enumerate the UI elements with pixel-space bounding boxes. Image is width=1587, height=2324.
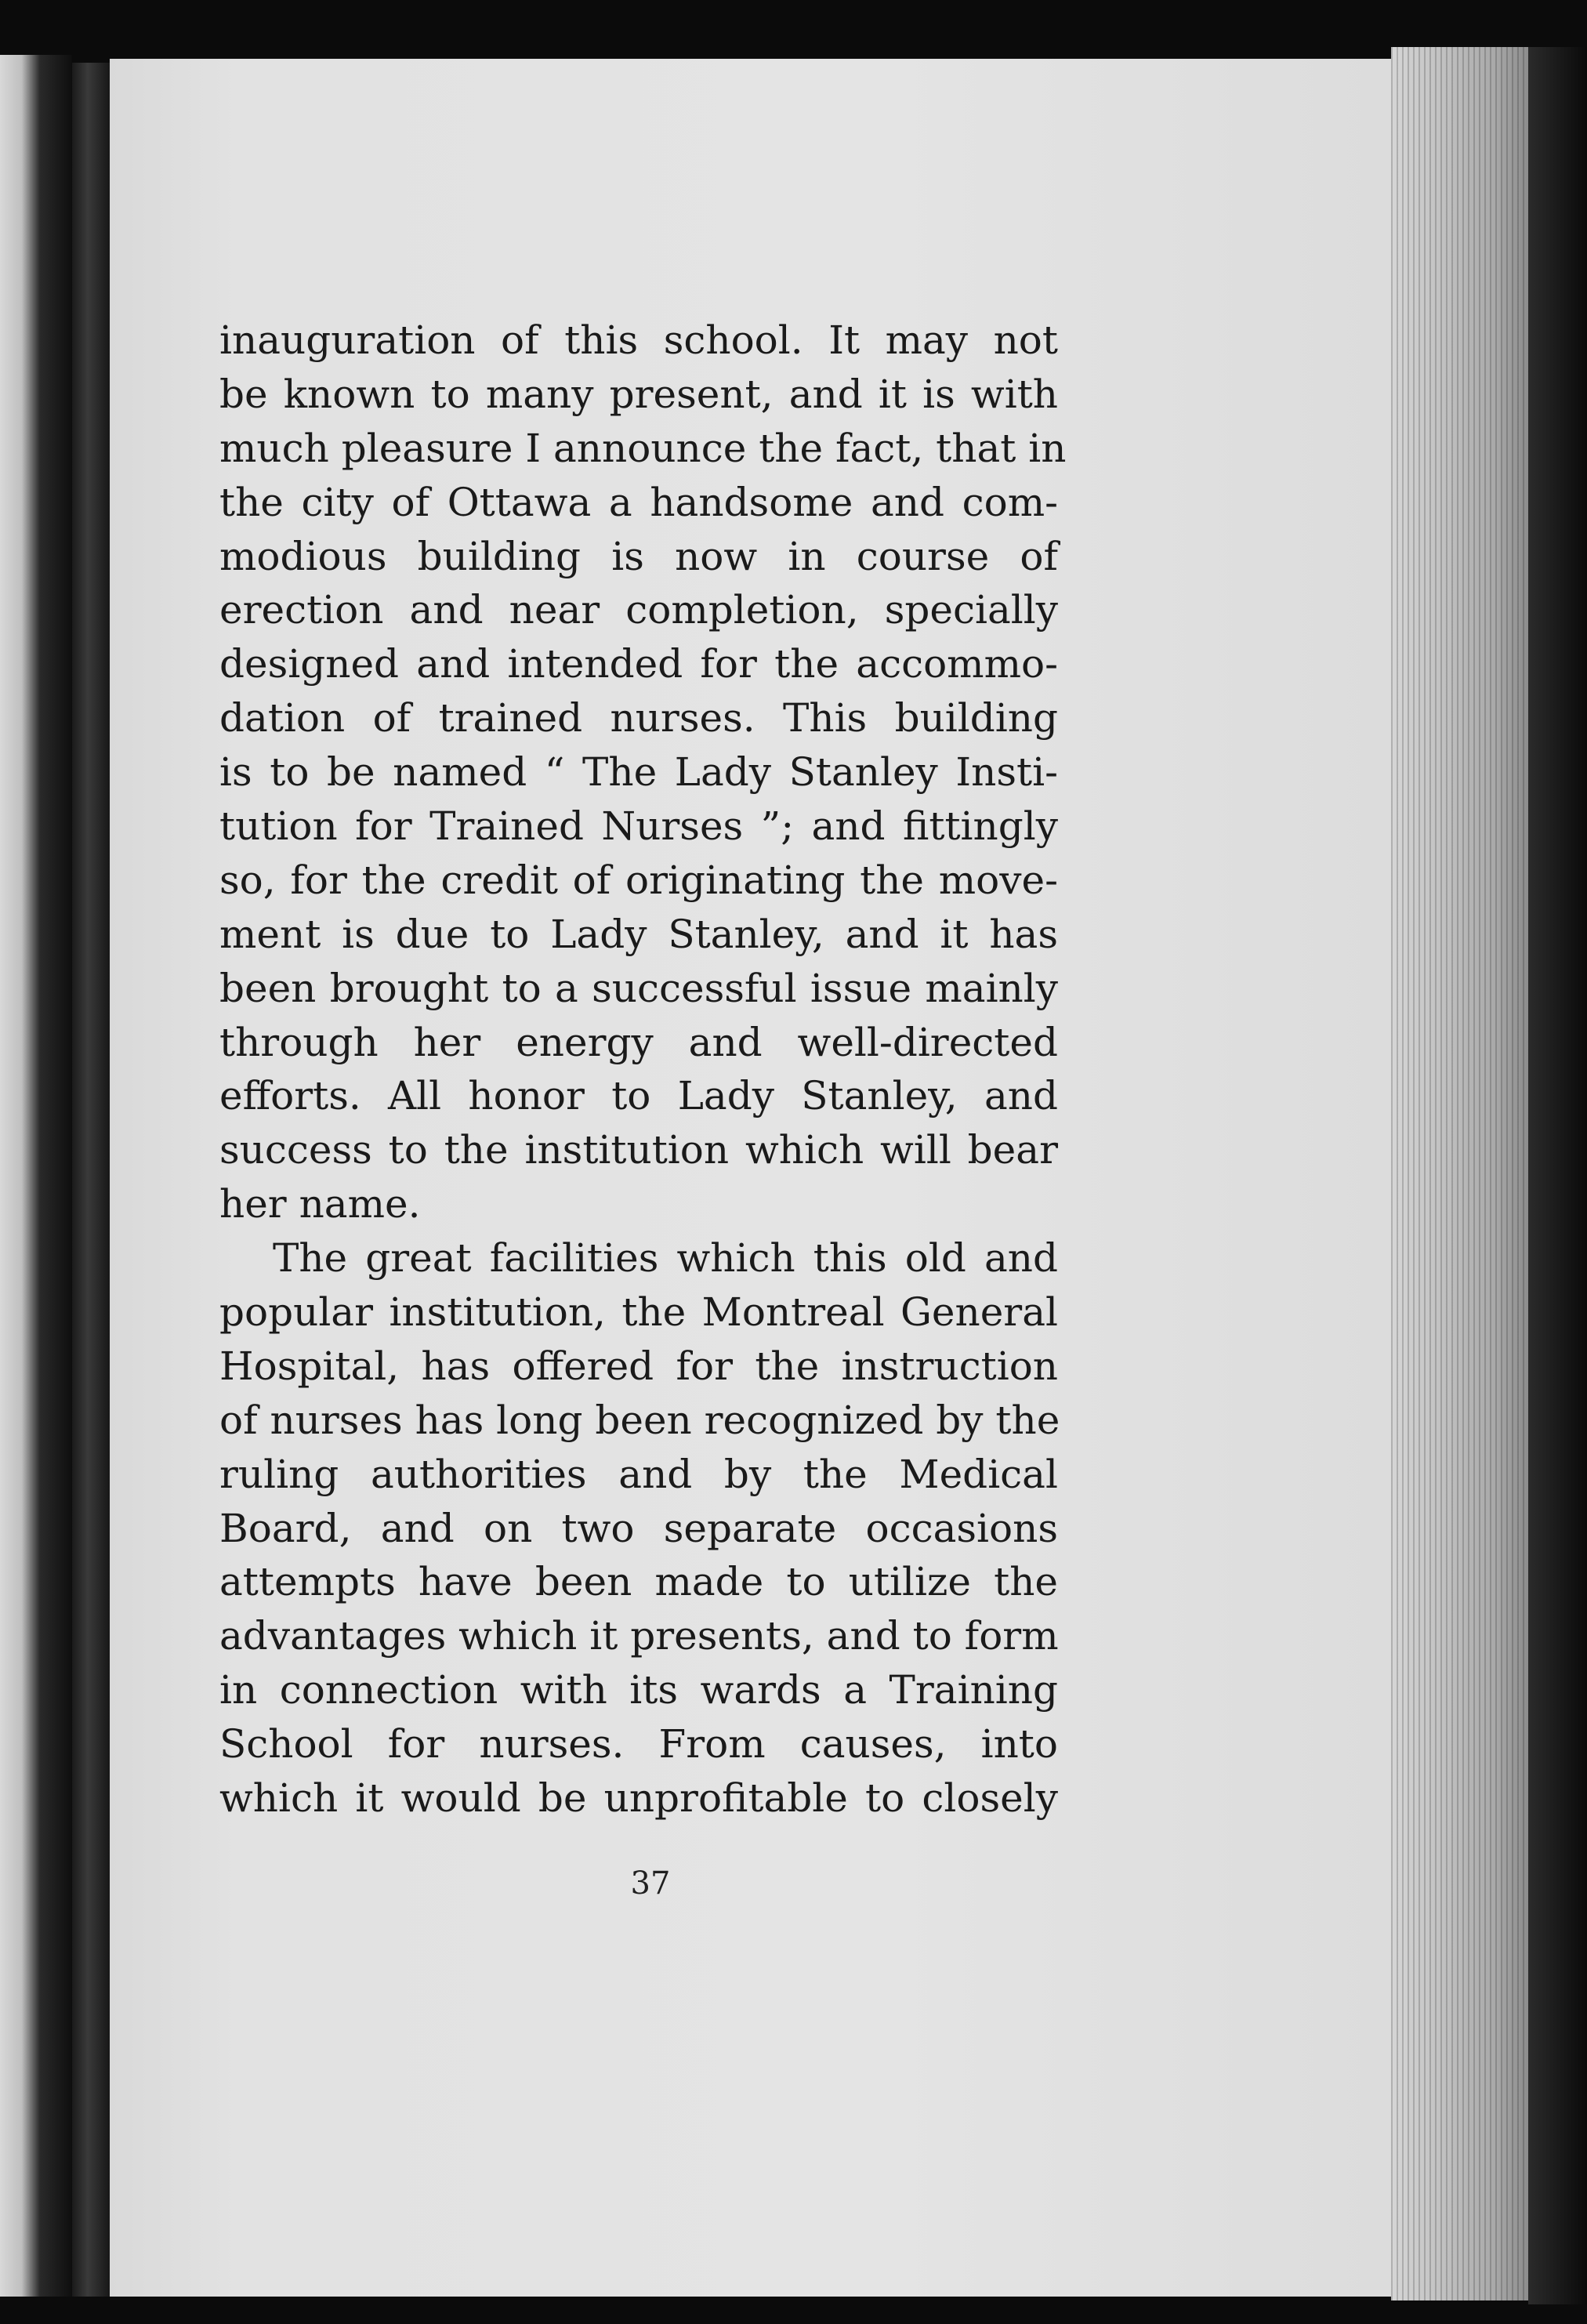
- text-line: Hospital, has offered for the instruction: [219, 1343, 1058, 1389]
- text-line: dation of trained nurses. This building: [219, 695, 1058, 741]
- text-line: efforts. All honor to Lady Stanley, and: [219, 1073, 1058, 1119]
- text-line: modious building is now in course of: [219, 533, 1058, 579]
- text-line: School for nurses. From causes, into: [219, 1721, 1058, 1767]
- text-line: through her energy and well-directed: [219, 1019, 1058, 1065]
- text-line: inauguration of this school. It may not: [219, 317, 1058, 363]
- text-line: The great facilities which this old and: [273, 1235, 1058, 1282]
- text-line: so, for the credit of originating the move-: [219, 857, 1058, 903]
- text-line: tution for Trained Nurses ”; and fittingly: [219, 803, 1058, 850]
- text-line: designed and intended for the accommo-: [219, 641, 1058, 687]
- book-binding-gutter: [0, 55, 72, 2297]
- cover-edge: [1528, 47, 1587, 2304]
- page-number: 37: [630, 1865, 671, 1902]
- page-edges: [1391, 47, 1528, 2300]
- text-line: of nurses has long been recognized by the: [219, 1397, 1060, 1443]
- paragraph-2: [219, 1231, 1058, 1825]
- text-line: be known to many present, and it is with: [219, 371, 1058, 417]
- text-line: much pleasure I announce the fact, that in: [219, 425, 1067, 471]
- text-line: Board, and on two separate occasions: [219, 1505, 1058, 1551]
- text-line: attempts have been made to utilize the: [219, 1559, 1058, 1605]
- text-line: popular institution, the Montreal General: [219, 1289, 1058, 1336]
- paragraph-1: [219, 314, 1067, 1231]
- binding-shadow: [72, 63, 111, 2297]
- text-line: the city of Ottawa a handsome and com-: [219, 479, 1058, 525]
- text-line: in connection with its wards a Training: [219, 1667, 1058, 1713]
- text-line: advantages which it presents, and to form: [219, 1613, 1059, 1659]
- text-line: been brought to a successful issue mainly: [219, 965, 1058, 1011]
- text-line: erection and near completion, specially: [219, 587, 1058, 633]
- body-text: [219, 314, 1067, 1825]
- text-line: ruling authorities and by the Medical: [219, 1451, 1058, 1497]
- text-line: success to the institution which will bear: [219, 1127, 1058, 1173]
- text-line: her name.: [219, 1181, 421, 1227]
- text-line: which it would be unprofitable to closely: [219, 1775, 1058, 1822]
- text-line: ment is due to Lady Stanley, and it has: [219, 911, 1058, 957]
- text-line: is to be named “ The Lady Stanley Insti-: [219, 749, 1058, 796]
